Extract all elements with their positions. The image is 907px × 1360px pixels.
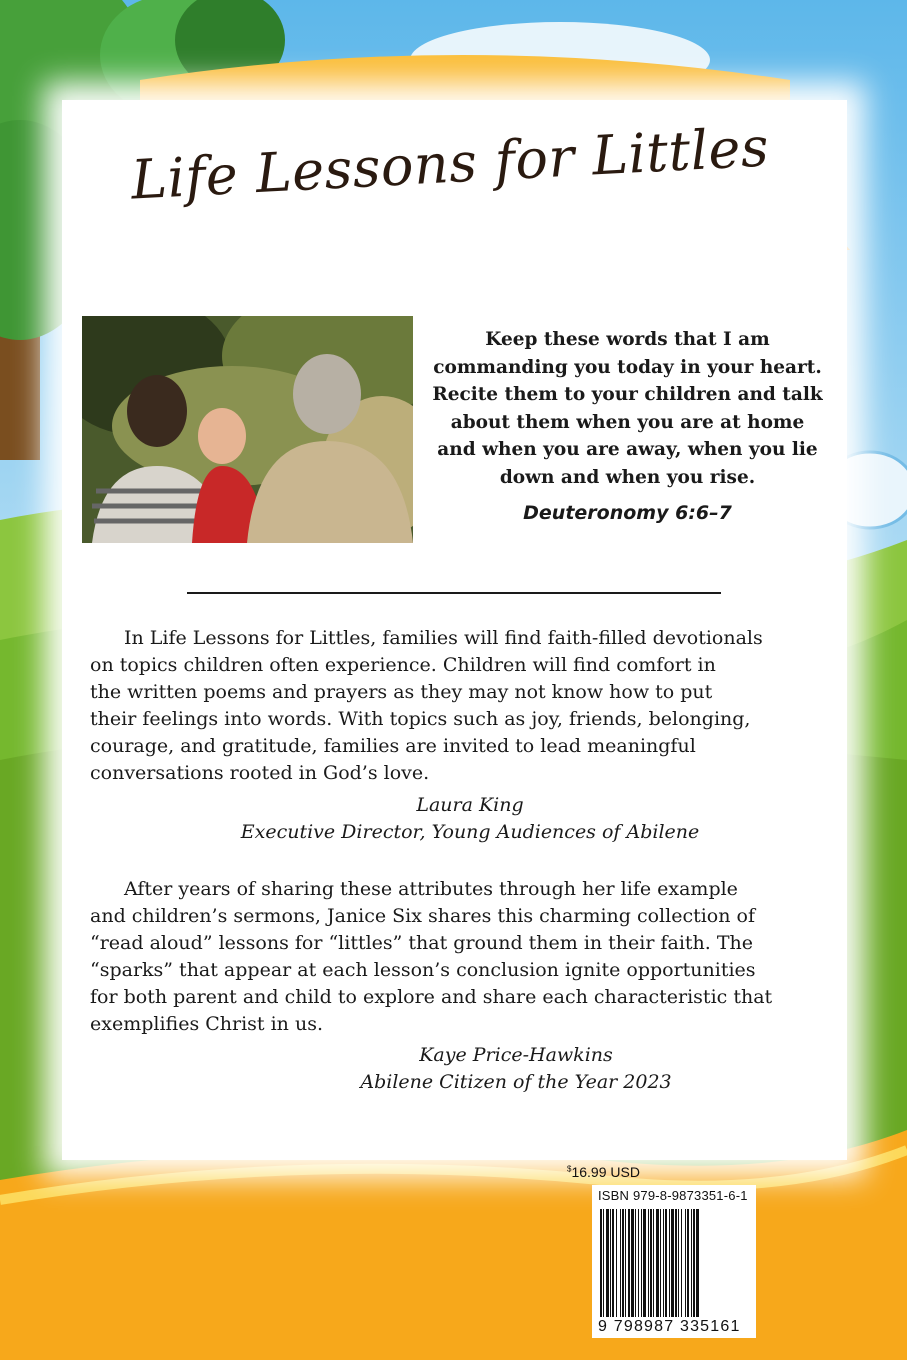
barcode-bar <box>685 1209 686 1317</box>
quote-line: down and when you rise. <box>499 466 756 488</box>
quote-line: Keep these words that I am <box>485 329 770 350</box>
scripture-reference: Deuteronomy 6:6–7 <box>523 502 732 524</box>
barcode-box <box>592 1185 756 1338</box>
barcode-bar <box>660 1209 661 1317</box>
divider-line <box>187 592 721 594</box>
currency-symbol: $ <box>567 1164 572 1174</box>
endorsement-line: exemplifies Christ in us. <box>90 1013 323 1035</box>
endorsement-line: on topics children often experience. Children will find comfort in <box>90 654 716 676</box>
endorsement-text <box>90 876 810 1038</box>
barcode-bar <box>665 1209 667 1317</box>
endorsement-line: and children’s sermons, Janice Six shares this charming collection of <box>90 905 755 927</box>
scripture-quote <box>430 326 825 491</box>
barcode-bar <box>650 1209 652 1317</box>
barcode-bar <box>628 1209 630 1317</box>
barcode-bar <box>681 1209 682 1317</box>
barcode-bar <box>622 1209 624 1317</box>
endorser-name: Kaye Price-Hawkins <box>419 1044 613 1066</box>
barcode-digits: 9 798987 335161 <box>598 1318 741 1335</box>
barcode-bar <box>656 1209 659 1317</box>
barcode-bar <box>643 1209 646 1317</box>
endorser-attribution <box>266 1042 766 1096</box>
barcode-bar <box>696 1209 699 1317</box>
barcode-bar <box>641 1209 642 1317</box>
barcode-bar <box>606 1209 609 1317</box>
endorsement-line: their feelings into words. With topics such as joy, friends, belonging, <box>90 708 751 730</box>
barcode-bar <box>616 1209 617 1317</box>
endorser-name: Laura King <box>416 794 524 816</box>
quote-line: about them when you are at home <box>450 411 805 433</box>
isbn-label: ISBN 979-8-9873351-6-1 <box>598 1188 748 1203</box>
book-title: Life Lessons for Littles <box>129 114 771 212</box>
endorser-title: Abilene Citizen of the Year 2023 <box>360 1071 672 1093</box>
barcode-bar <box>671 1209 674 1317</box>
endorsement-line: “read aloud” lessons for “littles” that ground them in their faith. The <box>90 932 754 954</box>
barcode-bar <box>631 1209 634 1317</box>
barcode-bar <box>691 1209 692 1317</box>
endorsement-line: the written poems and prayers as they may not know how to put <box>90 681 713 703</box>
price-amount: 16.99 USD <box>571 1164 640 1180</box>
family-photo <box>82 316 413 543</box>
barcode-bar <box>625 1209 626 1317</box>
barcode-bar <box>638 1209 639 1317</box>
barcode-bar <box>669 1209 670 1317</box>
barcode-bar <box>620 1209 621 1317</box>
barcode-bar <box>648 1209 649 1317</box>
barcode-bar <box>663 1209 664 1317</box>
quote-line: commanding you today in your heart. <box>433 356 822 378</box>
endorsement-line: conversations rooted in God’s love. <box>90 762 430 784</box>
endorsement-line: In Life Lessons for Littles, families will find faith-filled devotionals <box>124 627 763 649</box>
barcode-bar <box>687 1209 689 1317</box>
quote-line: and when you are away, when you lie <box>437 439 818 460</box>
barcode-bar <box>612 1209 614 1317</box>
quote-line: Recite them to your children and talk <box>432 384 823 405</box>
barcode-bar <box>600 1209 602 1317</box>
endorsement-line: “sparks” that appear at each lesson’s conclusion ignite opportunities <box>90 959 756 981</box>
barcode-bar <box>653 1209 654 1317</box>
barcode <box>592 1185 756 1338</box>
barcode-bar <box>635 1209 636 1317</box>
barcode-bar <box>675 1209 677 1317</box>
barcode-bar <box>610 1209 611 1317</box>
endorsement-line: for both parent and child to explore and share each characteristic that <box>90 986 773 1008</box>
barcode-bar <box>603 1209 604 1317</box>
barcode-bar <box>678 1209 679 1317</box>
endorser-attribution <box>190 792 750 846</box>
endorsement-line: After years of sharing these attributes through her life example <box>124 878 738 900</box>
price-label <box>567 1164 640 1180</box>
barcode-bar <box>693 1209 695 1317</box>
endorsement-line: courage, and gratitude, families are invited to lead meaningful <box>90 735 696 757</box>
endorser-title: Executive Director, Young Audiences of Abilene <box>240 821 700 843</box>
endorsement-text <box>90 625 810 787</box>
